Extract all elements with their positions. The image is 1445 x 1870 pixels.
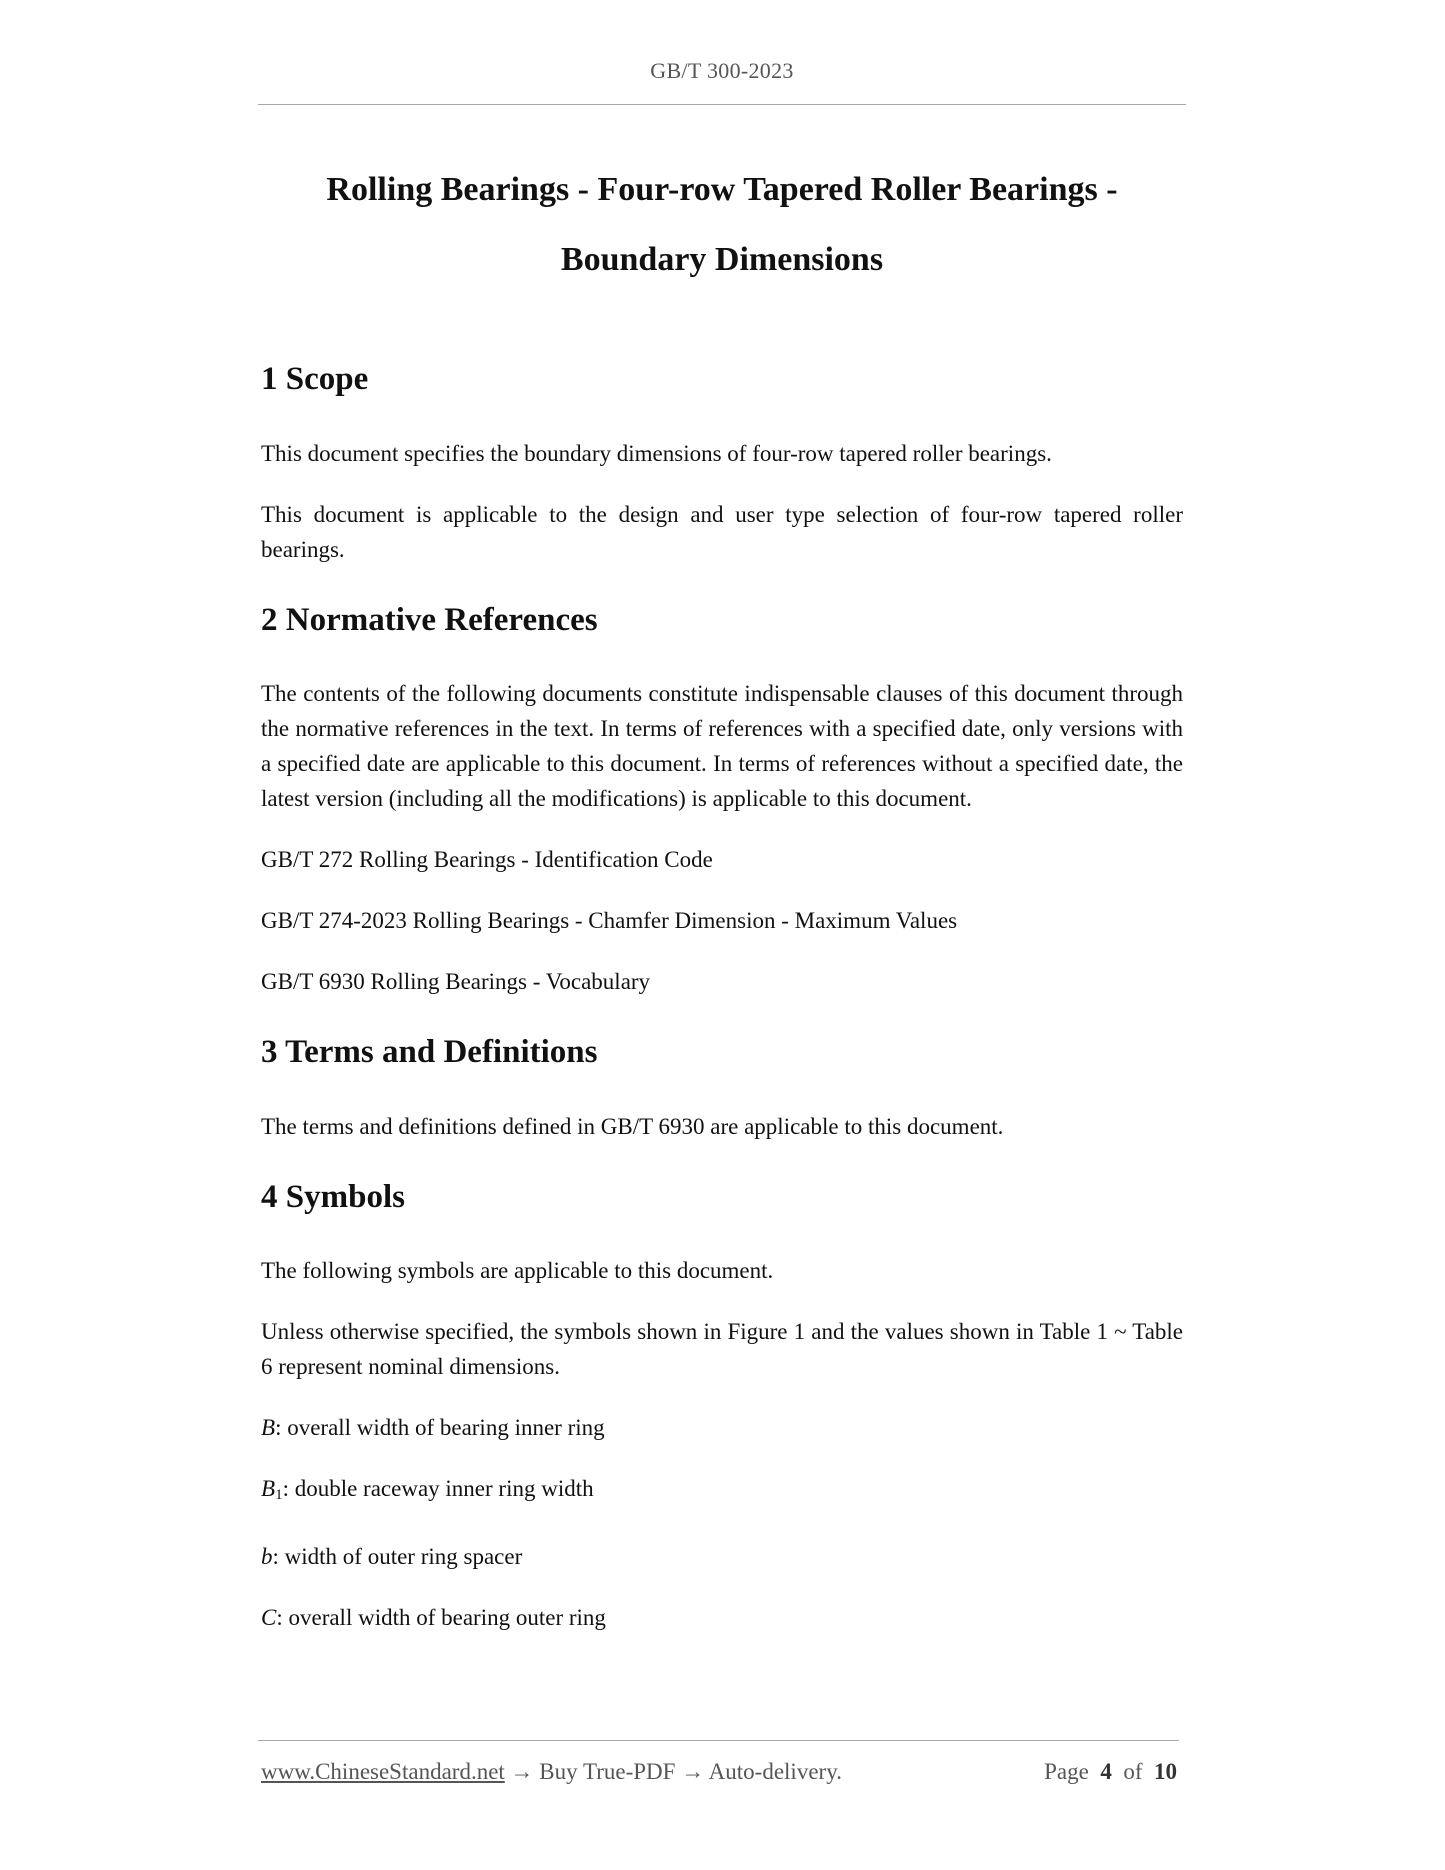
auto-delivery-text: Auto-delivery. — [708, 1759, 842, 1784]
page-header-code: GB/T 300-2023 — [650, 58, 794, 83]
symbol-definition — [261, 1600, 1183, 1635]
symbol-definition — [261, 1471, 1183, 1513]
scope-paragraph-2: This document is applicable to the design and user type selection of four-row tapered roller bearings. — [261, 501, 1183, 562]
arrow-right-icon: → — [510, 1759, 534, 1784]
section-heading-normative-references: 2 Normative References — [261, 601, 598, 638]
section-heading-terms-definitions: 3 Terms and Definitions — [261, 1034, 598, 1071]
page-number — [1044, 1757, 1177, 1787]
symbol-letter: B — [261, 1415, 276, 1441]
section-heading-scope: 1 Scope — [261, 361, 369, 397]
buy-pdf-text: Buy True-PDF — [539, 1759, 676, 1784]
scope-paragraph-1: This document specifies the boundary dimensions of four-row tapered roller bearings. — [261, 440, 1052, 466]
symbols-paragraph-2: Unless otherwise specified, the symbols shown in Figure 1 and the values shown in Table 1 ~ Table 6 represent nominal dimensions. — [261, 1319, 1183, 1380]
symbol-definition — [261, 1410, 1183, 1445]
symbol-letter: B — [261, 1476, 276, 1502]
section-heading-symbols: 4 Symbols — [261, 1178, 405, 1215]
symbol-definition — [261, 1539, 1183, 1574]
reference-item: GB/T 272 Rolling Bearings - Identification Code — [261, 847, 713, 873]
website-link[interactable]: www.ChineseStandard.net — [261, 1759, 505, 1784]
of-label: of — [1123, 1759, 1143, 1784]
symbols-paragraph-1: The following symbols are applicable to this document. — [261, 1258, 774, 1284]
footer-divider — [258, 1740, 1179, 1741]
arrow-right-icon: → — [681, 1759, 705, 1784]
symbol-description: : overall width of bearing inner ring — [275, 1415, 605, 1441]
document-title-line-1: Rolling Bearings - Four-row Tapered Roller Bearings - — [326, 171, 1118, 208]
total-pages: 10 — [1154, 1759, 1177, 1784]
normative-paragraph: The contents of the following documents constitute indispensable clauses of this document through the normative references in the text. In terms of references with a specified date, only versions with a specified date are applicable to this document. In terms of references without a specified date, the latest version (including all the modifications) is applicable to this document. — [261, 681, 1183, 812]
symbol-subscript: 1 — [275, 1487, 283, 1504]
reference-item: GB/T 6930 Rolling Bearings - Vocabulary — [261, 969, 651, 995]
document-title-line-2: Boundary Dimensions — [560, 241, 884, 278]
symbol-letter: C — [261, 1605, 277, 1631]
symbol-description: : double raceway inner ring width — [282, 1476, 594, 1502]
current-page: 4 — [1100, 1759, 1112, 1784]
page-label: Page — [1044, 1759, 1089, 1784]
symbol-description: : width of outer ring spacer — [272, 1544, 523, 1570]
header-divider — [258, 104, 1186, 105]
document-body — [261, 360, 1183, 1635]
footer-promo — [261, 1757, 842, 1787]
reference-item: GB/T 274-2023 Rolling Bearings - Chamfer Dimension - Maximum Values — [261, 908, 958, 934]
terms-paragraph: The terms and definitions defined in GB/T 6930 are applicable to this document. — [261, 1113, 1004, 1139]
document-title — [258, 155, 1186, 295]
symbol-description: : overall width of bearing outer ring — [276, 1605, 606, 1631]
symbol-letter: b — [261, 1544, 273, 1570]
